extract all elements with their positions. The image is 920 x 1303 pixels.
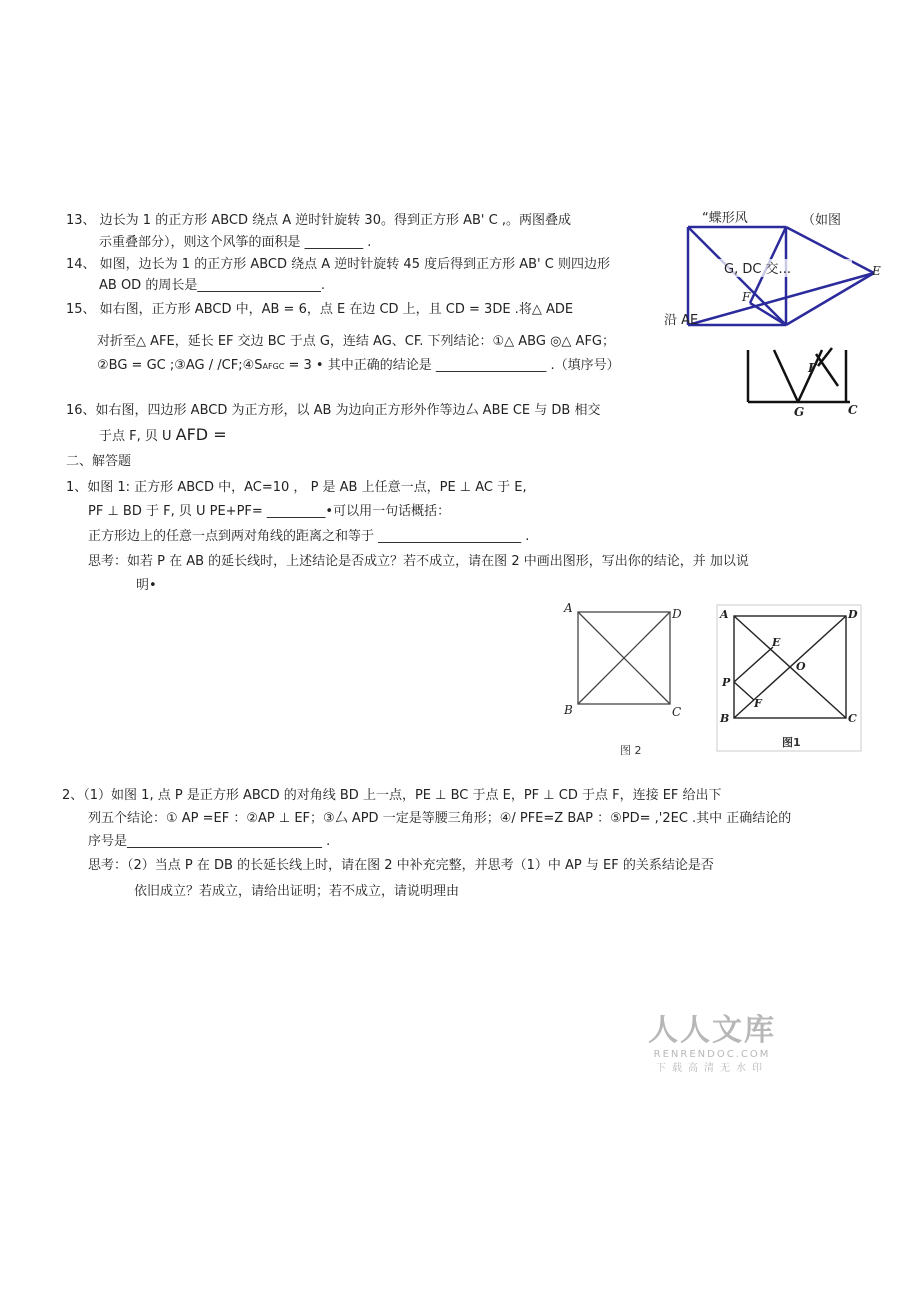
kite-figure: [662, 205, 892, 330]
p1-line3: 正方形边上的任意一点到两对角线的距离之和等于 ______________________ .: [88, 529, 530, 544]
q16-line2: [99, 426, 227, 446]
q15-line1: 15、 如右图，正方形 ABCD 中，AB = 6，点 E 在边 CD 上，且 CD = 3DE .将△ ADE: [66, 302, 574, 317]
q15-line3: [97, 357, 620, 376]
watermark-tagline: 下载高清无水印: [656, 1063, 768, 1074]
kite-text-side: 沿 AE: [664, 313, 699, 328]
fig1-label-b: B: [720, 712, 730, 725]
p2-line5: 依旧成立？若成立，请给出证明；若不成立，请说明理由: [134, 884, 460, 899]
q14-line2: AB OD 的周长是___________________.: [99, 278, 325, 293]
fig1-label-c: C: [848, 712, 857, 725]
p1-line5: 明•: [136, 578, 157, 593]
p2-line4: 思考：（2）当点 P 在 DB 的长延长线上时，请在图 2 中补充完整，并思考（1）中 AP 与 EF 的关系结论是否: [88, 858, 714, 873]
fold-figure: [738, 346, 868, 421]
q16-line2-angle: AFD =: [175, 425, 227, 444]
fig1-label-a: A: [720, 608, 729, 621]
watermark-url: RENRENDOC.COM: [653, 1049, 771, 1060]
fig1-label-p: P: [722, 676, 731, 689]
fig1-label-f: F: [754, 697, 762, 710]
p1-line4: 思考：如若 P 在 AB 的延长线时，上述结论是否成立？若不成立，请在图 2 中画出图形，写出你的结论，并 加以说: [88, 554, 749, 569]
fig1-label-e: E: [772, 636, 781, 649]
fig2-label-c: C: [672, 705, 682, 719]
q15-line3-tail: = 3 • 其中正确的结论是 _________________ .（填序号）: [284, 358, 620, 373]
kite-text-mid: G, DC 交...: [724, 262, 791, 277]
fig1-label-o: O: [796, 660, 806, 673]
fold-label-c: C: [848, 403, 858, 417]
fig2-label-b: B: [564, 703, 573, 717]
kite-text-top-left: “蝶形风: [702, 211, 748, 226]
q15-line2: 对折至△ AFE，延长 EF 交边 BC 于点 G，连结 AG、CF. 下列结论：①△ ABG ◎△ AFG；: [97, 334, 616, 349]
watermark: [648, 1014, 776, 1076]
p1-line1: 1、如图 1: 正方形 ABCD 中，AC=10 ， P 是 AB 上任意一点，PE ⊥ AC 于 E,: [66, 480, 527, 495]
figure-1: [716, 604, 862, 752]
p2-line3: 序号是______________________________ .: [88, 834, 331, 849]
p2-line2: 列五个结论：① AP =EF ：②AP ⊥ EF；③厶 APD 一定是等腰三角形；④/ PFE=Z BAP ：⑤PD= ,'2EC .其中 正确结论的: [88, 811, 792, 826]
p1-line2: PF ⊥ BD 于 F, 贝 U PE+PF= _________•可以用一句话概括：: [88, 504, 451, 519]
fold-label-g: G: [794, 405, 805, 419]
p2-line1: 2、（1）如图 1, 点 P 是正方形 ABCD 的对角线 BD 上一点，PE ⊥ BC 于点 E，PF ⊥ CD 于点 F，连接 EF 给出下: [62, 788, 722, 803]
fig2-label-d: D: [672, 607, 682, 621]
kite-label-f: F: [742, 290, 751, 304]
fig1-caption: 图1: [782, 736, 801, 749]
q15-line3-subscript: AFGC: [262, 362, 285, 371]
fig2-label-a: A: [564, 601, 573, 615]
figure-2: [558, 598, 688, 758]
fig2-caption: 图 2: [620, 744, 642, 757]
section-heading: 二、解答题: [66, 454, 132, 469]
kite-text-top-right: （如图: [802, 213, 842, 228]
watermark-logo: 人人文库: [648, 1013, 776, 1048]
kite-label-e: E: [872, 264, 881, 278]
q16-line2-prefix: 于点 F, 贝 U: [99, 429, 176, 444]
q16-line1: 16、如右图，四边形 ABCD 为正方形，以 AB 为边向正方形外作等边厶 ABE CE 与 DB 相交: [66, 403, 601, 418]
q13-line1: 13、 边长为 1 的正方形 ABCD 绕点 A 逆时针旋转 30。得到正方形 AB' C ,。两图叠成: [66, 213, 571, 228]
fig1-label-d: D: [848, 608, 858, 621]
fold-label-f: F: [808, 361, 817, 375]
q15-line3-head: ②BG = GC ;③AG / /CF;④S: [97, 358, 263, 373]
q14-line1: 14、 如图，边长为 1 的正方形 ABCD 绕点 A 逆时针旋转 45 度后得到正方形 AB' C 则四边形: [66, 257, 610, 272]
q13-line2: 示重叠部分），则这个风筝的面积是 _________ .: [99, 235, 372, 250]
